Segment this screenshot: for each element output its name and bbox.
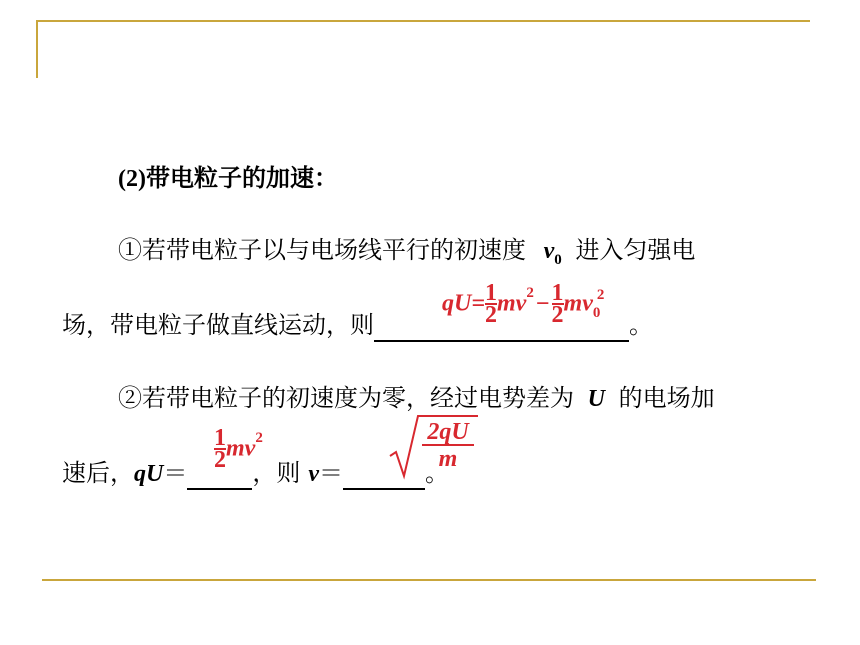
para1-text-c: 场，带电粒子做直线运动，则 <box>62 311 374 339</box>
fraction-half-1: $\frac{1}{2}$ <box>485 280 498 328</box>
v0-symbol: $v_0$ <box>543 238 562 268</box>
section-heading <box>118 163 338 194</box>
sqrt-denominator: m <box>438 446 458 472</box>
para1-line1 <box>118 235 695 275</box>
para2-text-a: ②若带电粒子的初速度为零，经过电势差为 <box>118 384 574 412</box>
top-border-line <box>36 20 810 22</box>
answer-formula-1: qU= $\frac{1}{2}$ $mv^2-$ $\frac{1}{2}$ mv 2 0 <box>442 280 605 328</box>
heading-text: (2)带电粒子的加速： <box>118 166 338 192</box>
para1-period: 。 <box>629 311 653 339</box>
fraction-half-2: $\frac{1}{2}$ <box>551 280 564 328</box>
fraction-half-3: $\frac{1}{2}$ <box>214 425 226 473</box>
answer-formula-3 <box>388 412 480 480</box>
para2-line1 <box>118 383 715 414</box>
U-symbol: U <box>587 386 605 412</box>
equals-1: ＝ <box>163 459 188 487</box>
v-label: v <box>308 461 319 487</box>
equals-2: ＝ <box>319 459 343 487</box>
para2-text-c: 速后， <box>62 459 134 487</box>
para2-period: 。 <box>425 459 449 487</box>
para1-text-b: 进入匀强电 <box>575 236 696 264</box>
para1-text-a: ①若带电粒子以与电场线平行的初速度 <box>118 236 526 264</box>
left-border-line <box>36 20 38 78</box>
qU-label: qU <box>134 461 164 487</box>
sqrt-numerator: 2qU <box>422 420 474 446</box>
answer-formula-2: $\frac{1}{2}$ $mv^2$ <box>214 425 263 473</box>
bottom-border-line <box>42 579 816 581</box>
para2-text-d: ，则 <box>252 459 301 487</box>
para2-text-b: 的电场加 <box>618 384 715 412</box>
